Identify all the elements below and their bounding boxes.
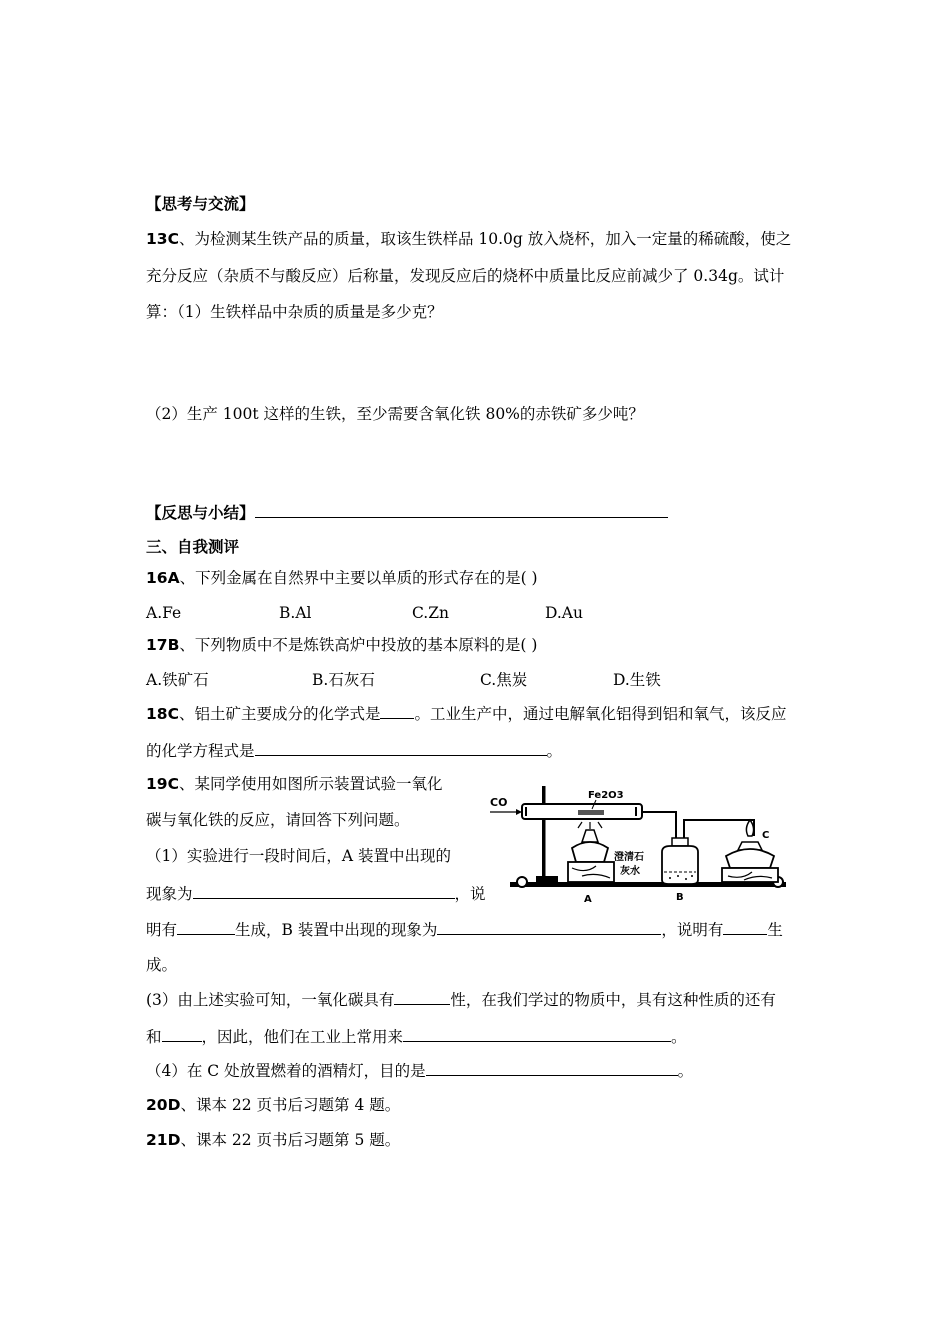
- question-number: 19C: [146, 775, 179, 793]
- q17-option-c[interactable]: C.焦炭: [480, 671, 528, 689]
- question-number: 17B: [146, 636, 180, 654]
- limewater-label-1: 澄清石: [614, 852, 644, 863]
- equation-blank[interactable]: [255, 740, 547, 756]
- question-19-line1: [146, 774, 442, 794]
- question-19-line8: [146, 1026, 687, 1047]
- question-16: [146, 568, 538, 588]
- question-text: 、课本 22 页书后习题第 4 题。: [180, 1096, 401, 1114]
- label-b: B: [676, 892, 684, 903]
- question-20: [146, 1095, 400, 1115]
- question-18-line1: [146, 703, 786, 724]
- section-heading-think: 【思考与交流】: [146, 195, 255, 213]
- formula-blank[interactable]: [380, 703, 414, 719]
- question-21: [146, 1130, 400, 1150]
- question-13-line1: [146, 229, 791, 249]
- phenomenon-a-blank[interactable]: [193, 883, 455, 899]
- phenomenon-b-blank[interactable]: [437, 919, 661, 935]
- question-text: 、课本 22 页书后习题第 5 题。: [180, 1131, 401, 1149]
- label-a: A: [584, 894, 592, 905]
- question-number: 13C: [146, 230, 179, 248]
- bottle-b: [662, 838, 698, 884]
- question-text: 。: [546, 742, 563, 760]
- question-text: 生: [767, 921, 783, 939]
- q17-option-a[interactable]: A.铁矿石: [146, 671, 209, 689]
- question-text: 性，在我们学过的物质中，具有这种性质的还有: [450, 991, 776, 1009]
- question-19-line2: 碳与氧化铁的反应，请回答下列问题。: [146, 811, 410, 829]
- question-13-part2: （2）生产 100t 这样的生铁，至少需要含氧化铁 80%的赤铁矿多少吨？: [146, 405, 644, 423]
- screw-left: [517, 877, 527, 887]
- question-text: ，因此，他们在工业上常用来: [201, 1028, 404, 1046]
- heat-lines: [578, 822, 602, 829]
- q17-option-b[interactable]: B.石灰石: [312, 671, 375, 689]
- question-text: 的化学方程式是: [146, 742, 255, 760]
- question-text: 明有: [146, 921, 178, 939]
- question-text: (3）由上述实验可知，一氧化碳具有: [146, 991, 395, 1009]
- property-blank[interactable]: [394, 989, 450, 1005]
- burner-c: [722, 820, 778, 882]
- stand-rod: [542, 786, 546, 882]
- product-b-blank[interactable]: [723, 919, 767, 935]
- reflect-label: 【反思与小结】: [146, 504, 255, 522]
- q16-option-c[interactable]: C.Zn: [412, 604, 449, 622]
- section-heading-self-test: 三、自我测评: [146, 538, 240, 556]
- question-text: ，说: [454, 885, 486, 903]
- q17-option-d[interactable]: D.生铁: [613, 671, 661, 689]
- burner-a: [568, 830, 614, 882]
- apparatus-figure: [486, 776, 802, 906]
- substance-blank[interactable]: [162, 1026, 202, 1042]
- question-text: 、下列金属在自然界中主要以单质的形式存在的是( ): [179, 569, 538, 587]
- question-text: 。工业生产中，通过电解氧化铝得到铝和氧气，该反应: [414, 705, 787, 723]
- question-text: 、铝土矿主要成分的化学式是: [178, 705, 381, 723]
- question-number: 21D: [146, 1131, 181, 1149]
- question-19-line3: （1）实验进行一段时间后，A 装置中出现的: [146, 847, 451, 865]
- reflect-answer-blank[interactable]: [255, 502, 668, 518]
- stand-foot: [536, 876, 558, 882]
- co-label: CO: [490, 796, 508, 809]
- fe2o3-label: Fe2O3: [588, 790, 624, 801]
- question-number: 18C: [146, 705, 179, 723]
- question-text: 生成，B 装置中出现的现象为: [235, 921, 438, 939]
- label-c: C: [762, 830, 770, 841]
- product-a-blank[interactable]: [177, 919, 235, 935]
- question-18-line2: [146, 740, 562, 761]
- section-heading-reflect: [146, 502, 668, 523]
- question-text: 、为检测某生铁产品的质量，取该生铁样品 10.0g 放入烧杯，加入一定量的稀硫酸，使之: [178, 230, 792, 248]
- question-text: 和: [146, 1028, 162, 1046]
- question-text: 、下列物质中不是炼铁高炉中投放的基本原料的是( ): [179, 636, 538, 654]
- question-19-line7: [146, 989, 776, 1010]
- q16-option-d[interactable]: D.Au: [545, 604, 583, 622]
- question-text: 现象为: [146, 885, 193, 903]
- question-19-line5: [146, 919, 783, 940]
- fe2o3-sample: [578, 810, 604, 815]
- question-17: [146, 635, 537, 655]
- q16-option-b[interactable]: B.Al: [279, 604, 312, 622]
- question-number: 20D: [146, 1096, 181, 1114]
- question-19-line9: [146, 1060, 693, 1081]
- question-13-line3: 算：（1）生铁样品中杂质的质量是多少克？: [146, 303, 443, 321]
- question-text: ，说明有: [661, 921, 724, 939]
- use-blank[interactable]: [403, 1026, 671, 1042]
- question-19-line6: 成。: [146, 956, 178, 974]
- question-13-line2: 充分反应（杂质不与酸反应）后称量，发现反应后的烧杯中质量比反应前减少了 0.34g。试计: [146, 267, 785, 285]
- question-text: （4）在 C 处放置燃着的酒精灯，目的是: [146, 1062, 426, 1080]
- question-number: 16A: [146, 569, 180, 587]
- question-text: 、某同学使用如图所示装置试验一氧化: [178, 775, 443, 793]
- question-text: 。: [677, 1062, 694, 1080]
- purpose-blank[interactable]: [426, 1060, 678, 1076]
- question-text: 。: [671, 1028, 687, 1046]
- q16-option-a[interactable]: A.Fe: [146, 604, 182, 622]
- limewater-label-2: 灰水: [620, 866, 640, 877]
- question-19-line4: [146, 883, 486, 904]
